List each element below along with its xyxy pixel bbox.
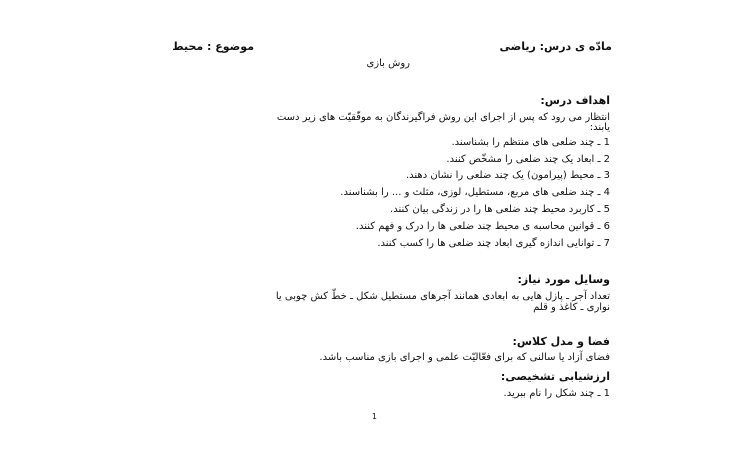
method-label: روش بازی (366, 58, 410, 69)
objective-item: 7 ـ توانایی اندازه گیری ابعاد چند ضلعی ها را کسب کنند. (377, 238, 610, 249)
subject-label: مادّه ی درس: ریاضی (499, 40, 612, 53)
objective-item: 1 ـ چند ضلعی های منتظم را بشناسند. (451, 137, 610, 148)
objectives-intro-line1: انتظار می رود که پس از اجرای این روش فراگیرندگان به موفّقیّت های زیر دست (276, 112, 610, 123)
materials-line2: نواری ـ کاغذ و قلم (533, 302, 610, 313)
materials-heading: وسایل مورد نیاز: (517, 273, 610, 286)
objective-item: 3 ـ محیط (پیرامون) یک چند ضلعی را نشان دهند. (405, 170, 610, 181)
objective-item: 4 ـ چند ضلعی های مربع، مستطیل، لوزی، مثلث و ... را بشناسند. (340, 187, 610, 198)
materials-line1: تعداد آجر ـ پازل هایی به ابعادی همانند آجرهای مستطیل شکل ـ خطّ کش چوبی یا (275, 291, 610, 302)
assessment-item: 1 ـ چند شکل را نام ببرید. (503, 388, 610, 399)
space-text: فضای آزاد یا سالنی که برای فعّالیّت علمی و اجرای بازی مناسب باشد. (319, 352, 610, 363)
page-number: 1 (371, 412, 377, 421)
assessment-heading: ارزشیابی تشخیصی: (500, 370, 610, 383)
objective-item: 6 ـ قوانین محاسبه ی محیط چند ضلعی ها را درک و فهم کنند. (355, 221, 610, 232)
topic-label: موضوع : محیط (172, 40, 254, 53)
objectives-intro-line2: یابند: (589, 122, 610, 133)
space-heading: فضا و مدل کلاس: (512, 335, 610, 348)
objective-item: 5 ـ کاربرد محیط چند ضلعی ها را در زندگی بیان کنند. (390, 204, 610, 215)
objectives-heading: اهداف درس: (540, 94, 610, 107)
objective-item: 2 ـ ابعاد یک چند ضلعی را مشخّص کنند. (446, 154, 610, 165)
